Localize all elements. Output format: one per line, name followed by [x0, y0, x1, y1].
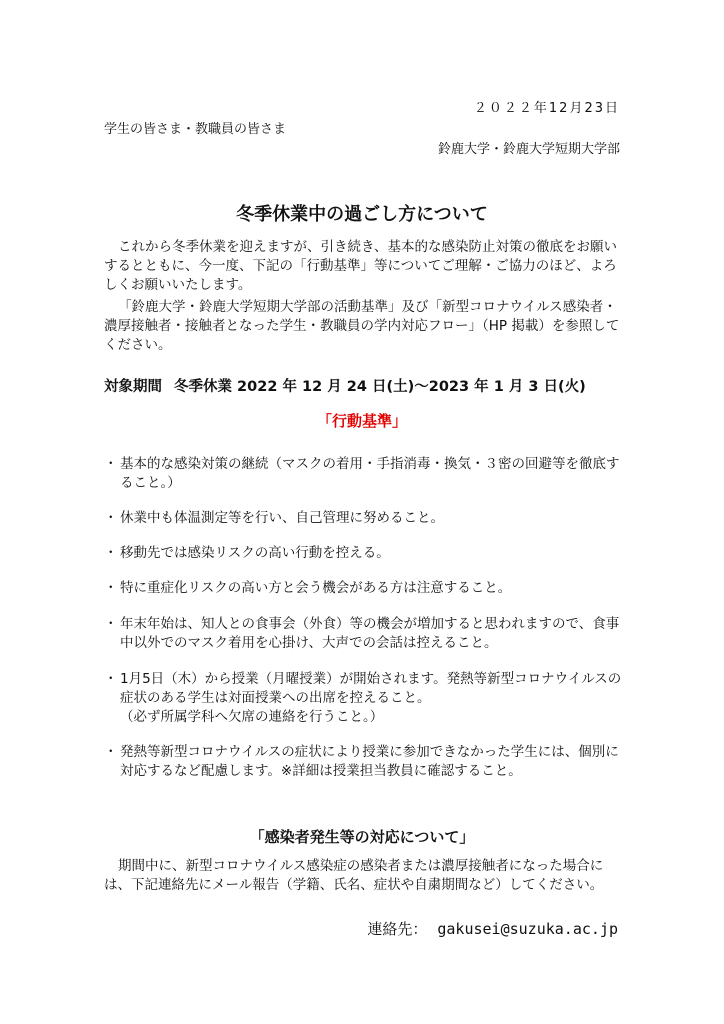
contact-email: gakusei@suzuka.ac.jp — [437, 920, 618, 938]
list-item-text: 基本的な感染対策の継続（マスクの着用・手指消毒・換気・３密の回避等を徹底すること。） — [120, 456, 620, 491]
list-item-text: 年末年始は、知人との食事会（外食）等の機会が増加すると思われますので、食事中以外でのマスク着用を心掛け、大声での会話は控えること。 — [120, 616, 620, 651]
list-item — [104, 615, 624, 653]
contact-label: 連絡先： — [367, 920, 428, 938]
bullet-mark: ・ — [104, 744, 118, 760]
list-item — [104, 670, 624, 727]
list-item — [104, 743, 624, 781]
bullet-mark: ・ — [104, 456, 118, 472]
bullet-mark: ・ — [104, 510, 118, 526]
document-date: ２０２２年12月23日 — [473, 101, 620, 116]
bullet-mark: ・ — [104, 580, 118, 596]
bullet-mark: ・ — [104, 616, 118, 632]
list-item — [104, 455, 624, 493]
recipients-line: 学生の皆さま・教職員の皆さま — [104, 122, 287, 137]
response-heading: 「感染者発生等の対応について」 — [249, 828, 475, 846]
bullet-mark: ・ — [104, 545, 118, 561]
document-title: 冬季休業中の過ごし方について — [236, 204, 488, 225]
list-item — [104, 509, 624, 528]
response-paragraph: 期間中に、新型コロナウイルス感染症の感染者または濃厚接触者になった場合には、下記連絡先にメール報告（学籍、氏名、症状や自粛期間など）してください。 — [104, 858, 604, 893]
list-item-text: 1月5日（木）から授業（月曜授業）が開始されます。発熱等新型コロナウイルスの症状のある学生は対面授業への出席を控えること。 — [120, 671, 622, 706]
bullet-mark: ・ — [104, 671, 118, 687]
intro-paragraph-1: これから冬季休業を迎えますが、引き続き、基本的な感染防止対策の徹底をお願いするとともに、今一度、下記の「行動基準」等についてご理解・ご協力のほど、よろしくお願いいたします。 — [104, 239, 617, 293]
list-item-text: 特に重症化リスクの高い方と会う機会がある方は注意すること。 — [120, 580, 512, 596]
list-item — [104, 579, 624, 598]
intro-paragraph-2: 「鈴鹿大学・鈴鹿大学短期大学部の活動基準」及び「新型コロナウイルス感染者・濃厚接触者・接触者となった学生・教職員の学内対応フロー」（HP 掲載）を参照してください。 — [104, 299, 620, 353]
target-period — [104, 375, 624, 396]
standards-heading: 「行動基準」 — [316, 412, 407, 430]
period-value: 冬季休業 2022 年 12 月 24 日(土)～2023 年 1 月 3 日(火) — [174, 379, 586, 395]
sender-line: 鈴鹿大学・鈴鹿大学短期大学部 — [437, 142, 620, 157]
list-item-note: （必ず所属学科へ欠席の連絡を行うこと。） — [120, 709, 384, 725]
list-item-text: 発熱等新型コロナウイルスの症状により授業に参加できなかった学生には、個別に対応するなど配慮します。※詳細は授業担当教員に確認すること。 — [120, 744, 619, 779]
contact-line — [367, 918, 618, 939]
list-item-text: 休業中も体温測定等を行い、自己管理に努めること。 — [120, 510, 444, 526]
list-item-text: 移動先では感染リスクの高い行動を控える。 — [120, 545, 390, 561]
period-label: 対象期間 — [104, 379, 162, 395]
list-item — [104, 544, 624, 563]
